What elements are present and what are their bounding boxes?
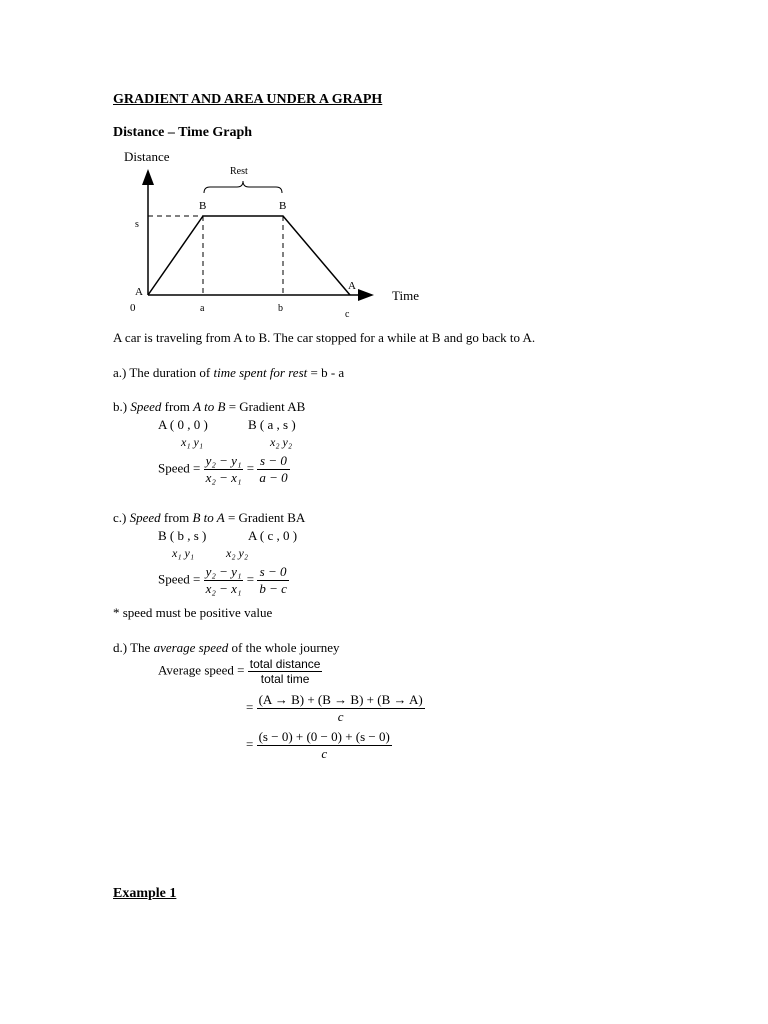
part-b-from: from [161,399,194,414]
part-a-prefix: a.) The duration of [113,365,214,380]
part-b-coord2: B ( a , s ) [248,417,296,432]
part-d-avg-label: Average speed = [158,662,245,678]
x-tick-a: a [200,303,205,314]
rest-label: Rest [230,166,248,177]
part-b-frac2-den: a − 0 [259,470,288,485]
part-d-eq-sign-2: = [246,736,254,752]
part-d-prefix: d.) The [113,640,154,655]
part-d-eq-sign-1: = [246,699,254,715]
part-d-frac1-den: total time [248,671,323,686]
part-c-heading [113,510,305,526]
part-c-frac1-den: x₂ − x₁ [205,581,242,596]
part-b-speed-eq: Speed = [158,460,201,476]
part-b-frac1 [204,453,244,486]
example-heading: Example 1 [113,886,177,901]
part-b-frac1-den: x₂ − x₁ [205,470,242,485]
x-axis-label: Time [392,288,419,303]
y-tick-s: s [135,219,139,230]
x-tick-c: c [345,309,350,320]
part-c-sub1: x₁ y₁ [172,546,194,560]
part-d-frac2-den: c [257,708,425,725]
part-a-suffix: = b - a [307,365,345,380]
origin-label: 0 [130,302,136,314]
part-b-speed-word: Speed [130,399,162,414]
part-b-label: b.) [113,399,131,414]
x-tick-b: b [278,303,283,314]
rest-brace [204,181,282,193]
part-c-equals: = Gradient BA [224,510,306,525]
y-axis-label: Distance [124,149,170,164]
part-d-frac3 [257,729,392,762]
part-b-eq-sign: = [246,460,255,476]
part-d-frac1-num: total distance [249,657,321,671]
part-d-frac1 [248,657,323,686]
point-b2: B [279,200,287,212]
part-d-italic: average speed [153,640,229,655]
part-c-speed-word: Speed [129,510,161,525]
x-axis-arrow-icon [358,289,374,301]
part-c-route: B to A [192,510,225,525]
section-heading: Distance – Time Graph [113,125,253,140]
point-a-end: A [348,280,356,292]
part-b-frac1-num: y₂ − y₁ [205,453,242,468]
part-d-frac2 [257,692,425,725]
part-b-equals: = Gradient AB [225,399,306,414]
part-b-frac2-num: s − 0 [260,453,287,468]
part-b-frac2 [257,453,289,486]
part-d-avg-equation [158,657,322,686]
part-d-frac2-num: (A → B) + (B → B) + (B → A) [258,692,423,707]
page-title: GRADIENT AND AREA UNDER A GRAPH [113,92,383,107]
graph-line [148,216,350,295]
part-d-step2 [246,692,425,725]
part-c-coord1: B ( b , s ) [158,528,207,543]
part-d-frac3-num: (s − 0) + (0 − 0) + (s − 0) [258,729,390,744]
point-b1: B [199,200,207,212]
part-c-frac1 [204,564,244,597]
part-c-speed-eq: Speed = [158,571,201,587]
part-b-route: A to B [193,399,226,414]
part-b-coord1: A ( 0 , 0 ) [158,417,208,432]
part-d-suffix: of the whole journey [228,640,340,655]
part-c-note: * speed must be positive value [113,605,273,620]
part-c-equation [158,564,289,597]
part-c-label: c.) [113,510,130,525]
part-d-step3 [246,729,392,762]
y-axis-arrow-icon [142,169,154,185]
part-b-sub2: x₂ y₂ [270,435,292,449]
intro-text: A car is traveling from A to B. The car stopped for a while at B and go back to A. [113,330,536,345]
point-a-start: A [135,286,143,298]
part-c-frac2 [257,564,289,597]
part-b-equation [158,453,290,486]
part-c-frac1-num: y₂ − y₁ [205,564,242,579]
part-c-from: from [160,510,193,525]
part-a [113,365,344,381]
part-c-coord2: A ( c , 0 ) [248,528,298,543]
part-c-frac2-den: b − c [259,581,287,596]
part-b-heading [113,399,305,415]
part-c-sub2: x₂ y₂ [226,546,248,560]
part-c-eq-sign: = [246,571,255,587]
part-a-italic: time spent for rest [213,365,308,380]
distance-time-graph [110,145,419,325]
part-d-heading [113,640,339,656]
part-d-frac3-den: c [257,745,392,762]
part-b-sub1: x₁ y₁ [181,435,203,449]
part-c-frac2-num: s − 0 [259,564,287,579]
